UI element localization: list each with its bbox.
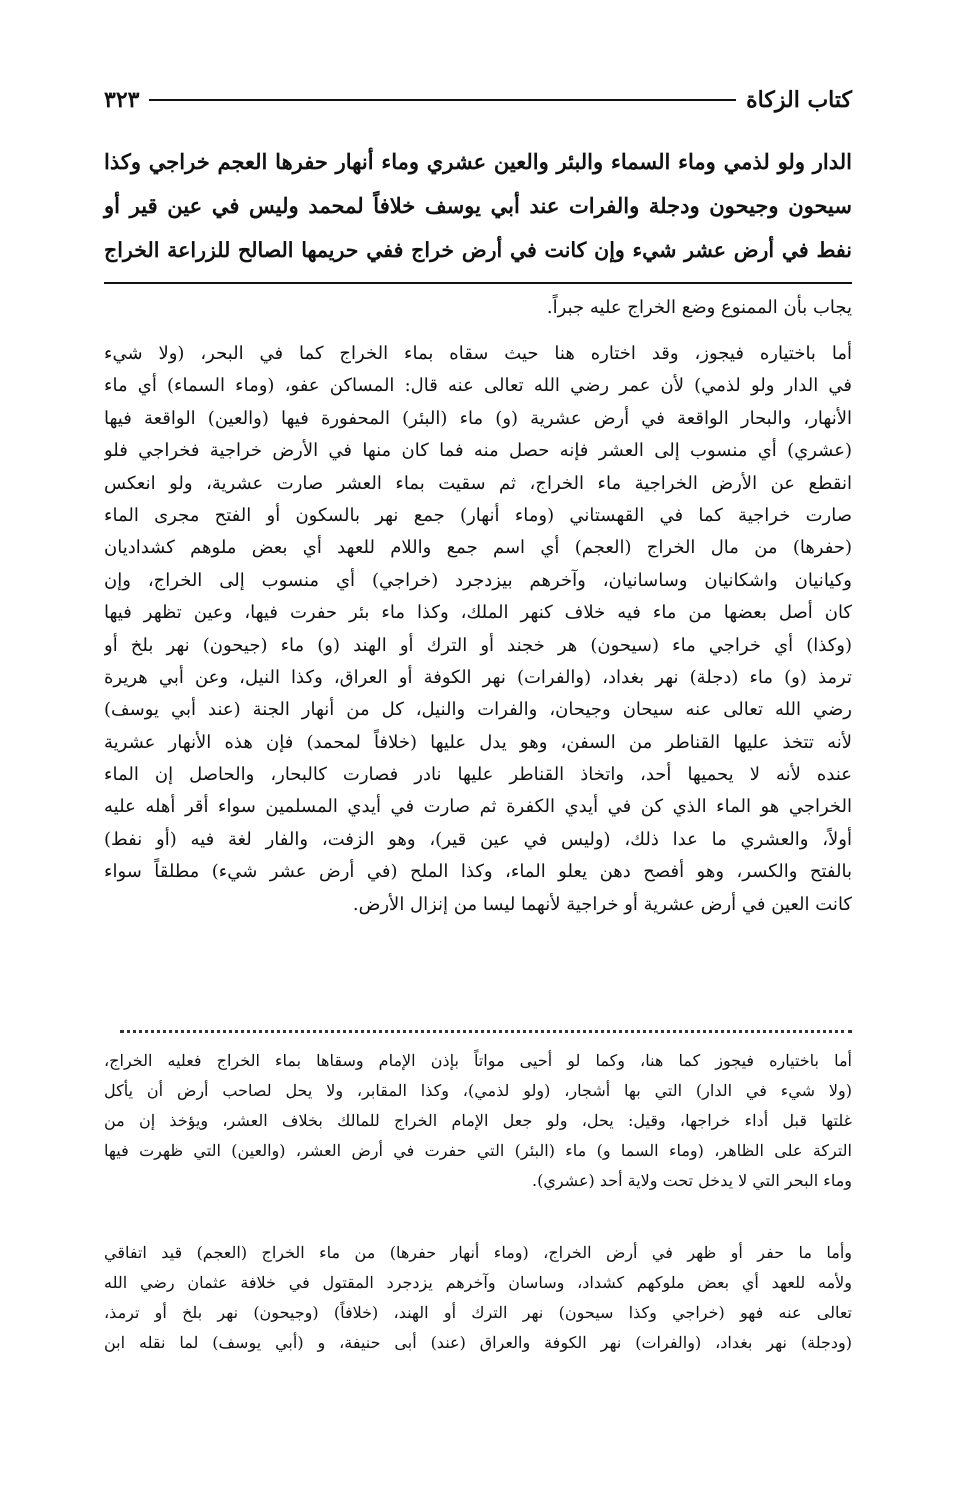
- page-header: [104, 82, 852, 118]
- commentary-line: وكيانيان واشكانيان وساسانيان، وآخرهم بيزدجرد (خراجي) أي منسوب إلى الخراج، وإن: [104, 569, 852, 591]
- sub-commentary-line: وماء البحر التي لا يدخل تحت ولاية أحد (عشري).: [531, 1171, 852, 1190]
- main-text-line: نفط في أرض عشر شيء وإن كانت في أرض خراج ففي حريمها الصالح للزراعة الخراج: [104, 238, 852, 262]
- sub-commentary-block-2: [104, 1238, 852, 1358]
- main-text-divider: [104, 282, 852, 284]
- running-title: كتاب الزكاة: [746, 87, 852, 113]
- commentary-line: أولاً، والعشري ما عدا ذلك، (وليس في عين قير)، وهو الزفت، والفار لغة فيه (أو نفط): [104, 828, 852, 850]
- main-text-line: الدار ولو لذمي وماء السماء والبئر والعين عشري وماء أنهار حفرها العجم خراجي وكذا: [104, 149, 852, 174]
- commentary-line: الأنهار، والبحار الواقعة في أرض عشرية (و) ماء (البئر) المحفورة فيها (والعين) الواقعة فيها: [104, 407, 852, 429]
- sub-commentary-line: ولأمه للعهد أي بعض ملوكهم كشداد، وساسان وآخرهم يزدجرد المقتول في خلافة عثمان رضي الله: [104, 1273, 852, 1292]
- commentary-line: بالفتح والكسر، وهو أفصح دهن يعلو الماء، وكذا الملح (في أرض عشر شيء) مطلقاً سواء: [104, 861, 852, 883]
- header-rule: [149, 99, 736, 101]
- commentary-line: كان أصل بعضها من ماء فيه خلاف كنهر الملك، وكذا ماء بئر حفرت فيها، وعين تظهر فيها: [104, 602, 852, 624]
- commentary-line: صارت خراجية كما في القهستاني (وماء أنهار) جمع نهر بالسكون أو الفتح مجرى الماء: [104, 504, 852, 526]
- sub-commentary-line: (ودجلة) نهر بغداد، (والفرات) نهر الكوفة والعراق (عند) أبى حنيفة، و (أبي يوسف) لما نقله ابن: [104, 1333, 852, 1352]
- sub-commentary-block-1: [104, 1046, 852, 1196]
- commentary-line: لأنه تتخذ عليها القناطر من السفن، وهو يدل عليها (خلافاً لمحمد) فإن هذه الأنهار عشرية: [104, 731, 852, 753]
- sub-commentary-line: تعالى عنه فهو (خراجي وكذا سيحون) نهر الترك أو الهند، (خلافاً) (وجيحون) نهر بلخ أو ترمذ،: [104, 1303, 852, 1322]
- commentary-line: انقطع عن الأرض الخراجية ماء الخراج، ثم سقيت بماء العشر صارت عشرية، ولو انعكس: [104, 472, 852, 494]
- commentary-line: كانت العين في أرض عشرية أو خراجية لأنهما ليسا من إنزال الأرض.: [352, 893, 852, 915]
- commentary-line: (وكذا) أي خراجي ماء (سيحون) هر خجند أو الترك أو الهند (و) ماء (جيحون) نهر بلخ أو: [104, 634, 852, 656]
- dotted-divider: [120, 1030, 852, 1033]
- sub-commentary-line: وأما ما حفر أو ظهر في أرض الخراج، (وماء أنهار حفرها) من ماء الخراج (العجم) قيد اتفاقي: [104, 1243, 852, 1262]
- sub-commentary-line: التركة على الظاهر، (وماء السما و) ماء (البئر) التي حفرت في أرض العشر، (والعين) التي ظهرت فيها: [104, 1141, 852, 1160]
- sub-commentary-line: غلتها قبل أداء خراجها، وقيل: يحل، ولو جعل الإمام الخراج للمالك بخلاف العشر، ويؤخذ إن من: [104, 1111, 852, 1130]
- sub-commentary-line: (ولا شيء في الدار) التي بها أشجار، (ولو لذمي)، وكذا المقابر، ولا يحل لصاحب أرض أن يأكل: [104, 1081, 852, 1100]
- commentary-line: الخراجي هو الماء الذي كن في أيدي الكفرة ثم صارت في أيدي المسلمين سواء أقر أهله عليه: [104, 796, 852, 818]
- commentary-block-2: [104, 338, 852, 921]
- commentary-line: عنده لأنه لا يحميها أحد، واتخاذ القناطر عليها نادر فصارت كالبحار، والحاصل إن الماء: [104, 764, 852, 786]
- commentary-line: (عشري) أي منسوب إلى العشر فإنه حصل منه فما كان منها في الأرض خراجية فخراجي فلو: [104, 440, 852, 462]
- commentary-line: ترمذ (و) ماء (دجلة) نهر بغداد، (والفرات) نهر الكوفة أو العراق، وكذا النيل، وعن أبي هريرة: [104, 666, 852, 688]
- main-text: [104, 140, 852, 272]
- main-text-line: سيحون وجيحون ودجلة والفرات عند أبي يوسف خلافاً لمحمد وليس في عين قير أو: [104, 193, 852, 218]
- commentary-line: يجاب بأن الممنوع وضع الخراج عليه جبراً.: [546, 297, 852, 318]
- commentary-line: (حفرها) من مال الخراج (العجم) أي اسم جمع واللام للعهد أي بعض ملوهم كشداديان: [104, 537, 852, 559]
- commentary-line: أما باختياره فيجوز، وقد اختاره هنا حيث سقاه بماء الخراج كما في البحر، (ولا شيء: [104, 343, 852, 364]
- sub-commentary-line: أما باختياره فيجوز كما هنا، وكما لو أحيى مواتاً بإذن الإمام وسقاها بماء الخراج فعليه الخراج،: [104, 1051, 852, 1070]
- commentary-block-1: [104, 292, 852, 324]
- commentary-line: في الدار ولو لذمي) لأن عمر رضي الله تعالى عنه قال: المساكن عفو، (وماء السماء) أي ماء: [104, 375, 852, 397]
- commentary-line: رضي الله تعالى عنه سيحان وجيحان، والفرات والنيل، كل من أنهار الجنة (عند أبي يوسف): [104, 699, 852, 721]
- page-number: ٣٢٣: [104, 87, 140, 113]
